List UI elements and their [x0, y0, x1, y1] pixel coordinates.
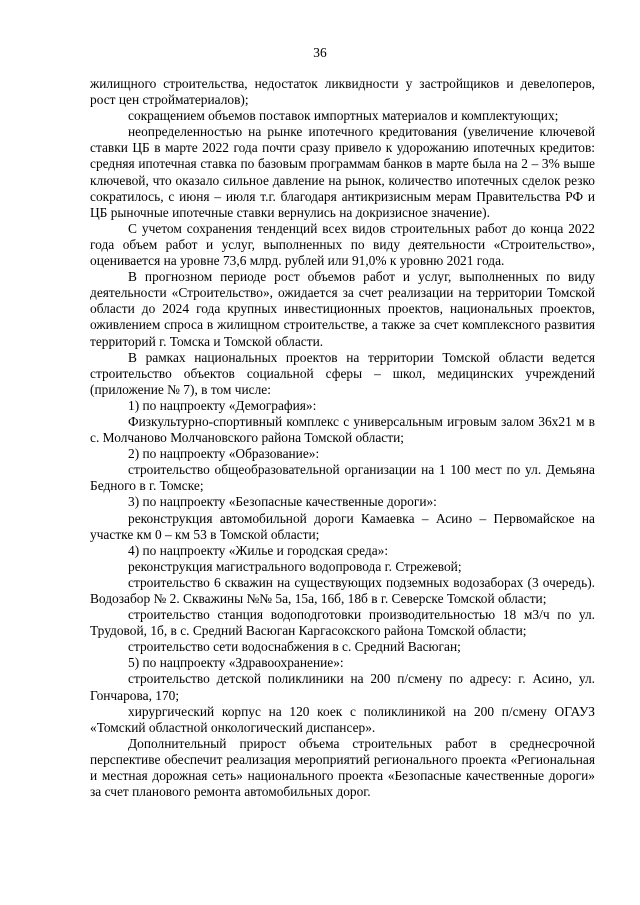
list-item-wells: строительство 6 скважин на существующих подземных водозаборах (3 очередь). Водозабор № 2. Скважины №№ 5а, 15а, 16б, 18б в г. Северске Томской области;: [90, 574, 595, 606]
paragraph-national-projects: В рамках национальных проектов на территории Томской области ведется строительство объектов социальной сферы – школ, медицинских учреждений (приложение № 7), в том числе:: [90, 349, 595, 397]
paragraph-additional-growth: Дополнительный прирост объема строительных работ в среднесрочной перспективе обеспечит реализация мероприятий регионального проекта «Региональная и местная дорожная сеть» национального проекта «Безопасные качественные дороги» за счет планового ремонта автомобильных дорог.: [90, 735, 595, 800]
list-heading-demography: 1) по нацпроекту «Демография»:: [128, 397, 317, 413]
paragraph-forecast-period: В прогнозном периоде рост объемов работ и услуг, выполненных по виду деятельности «Строительство», ожидается за счет реализации на территории Томской области до 2024 года крупных инвестиционных проектов, национальных проектов, оживлением спроса в жилищном строительстве, а также за счет комплексного развития территорий г. Томска и Томской области.: [90, 269, 595, 349]
list-item-sports-complex: Физкультурно-спортивный комплекс с универсальным игровым залом 36х21 м в с. Молчаново Молчановского района Томской области;: [90, 413, 595, 446]
list-item-water-pipeline: реконструкция магистрального водопровода г. Стрежевой;: [128, 558, 462, 574]
list-item-road-reconstruction: реконструкция автомобильной дороги Камаевка – Асино – Первомайское на участке км 0 – км 53 в Томской области;: [90, 510, 595, 542]
page-number: 36: [313, 45, 327, 60]
paragraph-mortgage-uncertainty: неопределенностью на рынке ипотечного кредитования (увеличение ключевой ставки ЦБ в марте 2022 года почти сразу привело к удорожанию ипотечных кредитов: средняя ипотечная ставка по базовым программам банков в марте была на 2 – 3% выше ключевой, что оказало сильное давление на рынок, количество ипотечных сделок резко сократилось, с июня – июля т.г. благодаря антикризисным мерам Правительства РФ и ЦБ рыночные ипотечные ставки вернулись на докризисное значение).: [90, 124, 595, 220]
body-text: [90, 76, 595, 800]
list-heading-housing: 4) по нацпроекту «Жилье и городская среда»:: [128, 542, 389, 558]
list-item-water-treatment: строительство станция водоподготовки производительностью 18 м3/ч по ул. Трудовой, 1б, в с. Средний Васюган Каргасокского района Томской области;: [90, 607, 595, 639]
paragraph-developers-liquidity: жилищного строительства, недостаток ликвидности у застройщиков и девелоперов, рост цен стройматериалов);: [90, 76, 595, 108]
list-heading-education: 2) по нацпроекту «Образование»:: [128, 446, 320, 462]
paragraph-construction-estimate: С учетом сохранения тенденций всех видов строительных работ до конца 2022 года объем работ и услуг, выполненных по виду деятельности «Строительство», оценивается на уровне 73,6 млрд. рублей или 91,0% к уровню 2021 года.: [90, 220, 595, 269]
paragraph-import-reduction: сокращением объемов поставок импортных материалов и комплектующих;: [128, 108, 559, 124]
list-item-school: строительство общеобразовательной организации на 1 100 мест по ул. Демьяна Бедного в г. Томске;: [90, 462, 595, 494]
list-item-surgical-building: хирургический корпус на 120 коек с поликлиникой на 200 п/смену ОГАУЗ «Томский областной онкологический диспансер».: [90, 703, 595, 735]
list-heading-roads: 3) по нацпроекту «Безопасные качественные дороги»:: [128, 494, 437, 510]
list-item-water-network: строительство сети водоснабжения в с. Средний Васюган;: [128, 639, 461, 655]
list-heading-healthcare: 5) по нацпроекту «Здравоохранение»:: [128, 655, 344, 671]
list-item-polyclinic: строительство детской поликлиники на 200 п/смену по адресу: г. Асино, ул. Гончарова, 170;: [90, 671, 595, 703]
